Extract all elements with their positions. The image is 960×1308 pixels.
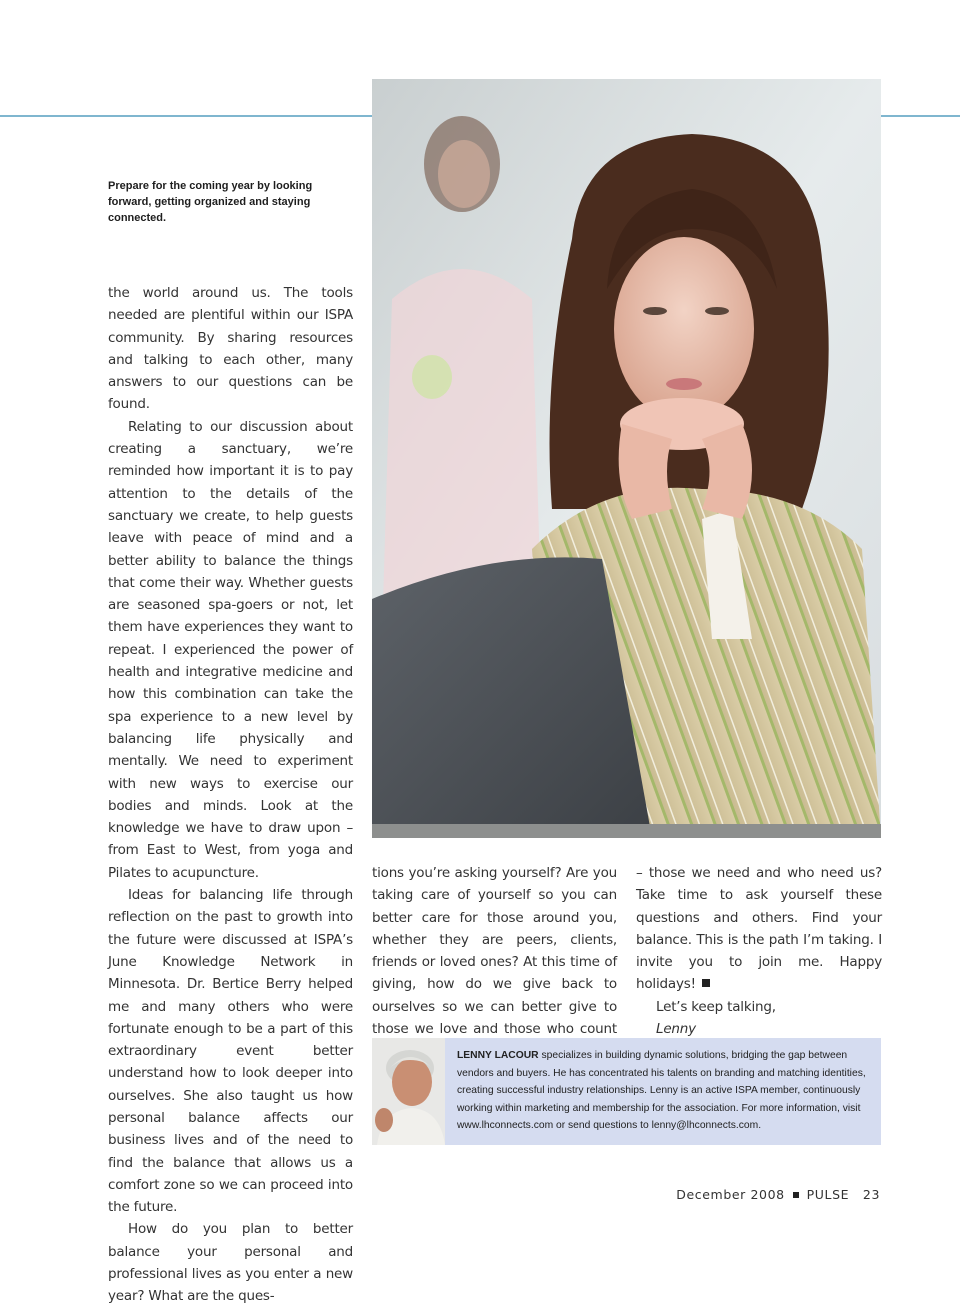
page-footer [676,1187,880,1202]
page-number: 23 [862,1187,880,1202]
sign-off: Let’s keep talking, [656,998,776,1015]
paragraph [636,862,882,996]
paragraph: How do you plan to better balance your personal and professional lives as you enter a new year? What are the ques- [108,1221,353,1305]
paragraph: tions you’re asking yourself? Are you taking care of yourself so you can better care for those around you, whether they are peers, clients, friends or loved ones? At this time of giving, how do we give back to ourselves so we can better give to those we love and those who count [372,865,617,1038]
article-column-2 [372,862,617,1063]
bio-text [457,1047,872,1135]
article-column-1 [108,282,353,1308]
paragraph: Ideas for balancing life through reflection on the past to growth into the future were discussed at ISPA’s June Knowledge Network in Minnesota. Dr. Bertice Berry helped me and many others who were fortunate enough to be a part of this extraordinary event better understand how to look deeper into ourselves. She also taught us how personal balance affects our business lives and of the need to find the balance that allows us a comfort zone so we can proceed into the future. [108,887,353,1216]
top-rule-right [881,115,960,117]
bio-description: specializes in building dynamic solutions, bridging the gap between vendors and buyers. He has concentrated his talents on branding and matching identities, creating successful industry relationships. Lenny is an active ISPA member, continuously working within marketing and membership for the association. For more information, visit www.lhconnects.com or send questions to lenny@lhconnects.com. [457,1050,866,1131]
author-photo [372,1038,445,1145]
end-mark-icon [702,979,710,987]
top-rule-left [0,115,372,117]
article-column-3 [636,862,882,1040]
paragraph: the world around us. The tools needed are plentiful within our ISPA community. By sharing resources and talking to each other, many answers to our questions can be found. [108,285,353,413]
closing-text: – those we need and who need us? Take time to ask yourself these questions and others. Find your balance. This is the path I’m taking. I invite you to join me. Happy holidays! [636,865,882,993]
author-name: LENNY LACOUR [457,1050,539,1061]
paragraph: Relating to our discussion about creating a sanctuary, we’re reminded how important it is to pay attention to the details of the sanctuary we create, to help guests leave with peace of mind and a better ability to balance the things that come their way. Whether guests are seasoned spa-goers or not, let them have experiences they want to repeat. I experienced the power of health and integrative medicine and how this combination can take the spa experience to a new level by balancing life physically and mentally. We need to experiment with new ways to exercise our bodies and minds. Look at the knowledge we have to draw upon – from East to West, from yoga and Pilates to acupuncture. [108,418,353,881]
signature: Lenny [656,1021,696,1038]
issue-date: December 2008 [676,1187,785,1202]
pull-quote: Prepare for the coming year by looking forward, getting organized and staying connected. [108,180,313,224]
separator-icon [793,1192,799,1198]
woman-at-laptop-photo [372,79,881,838]
author-bio-box [372,1038,881,1145]
publication-name: PULSE [806,1187,850,1202]
